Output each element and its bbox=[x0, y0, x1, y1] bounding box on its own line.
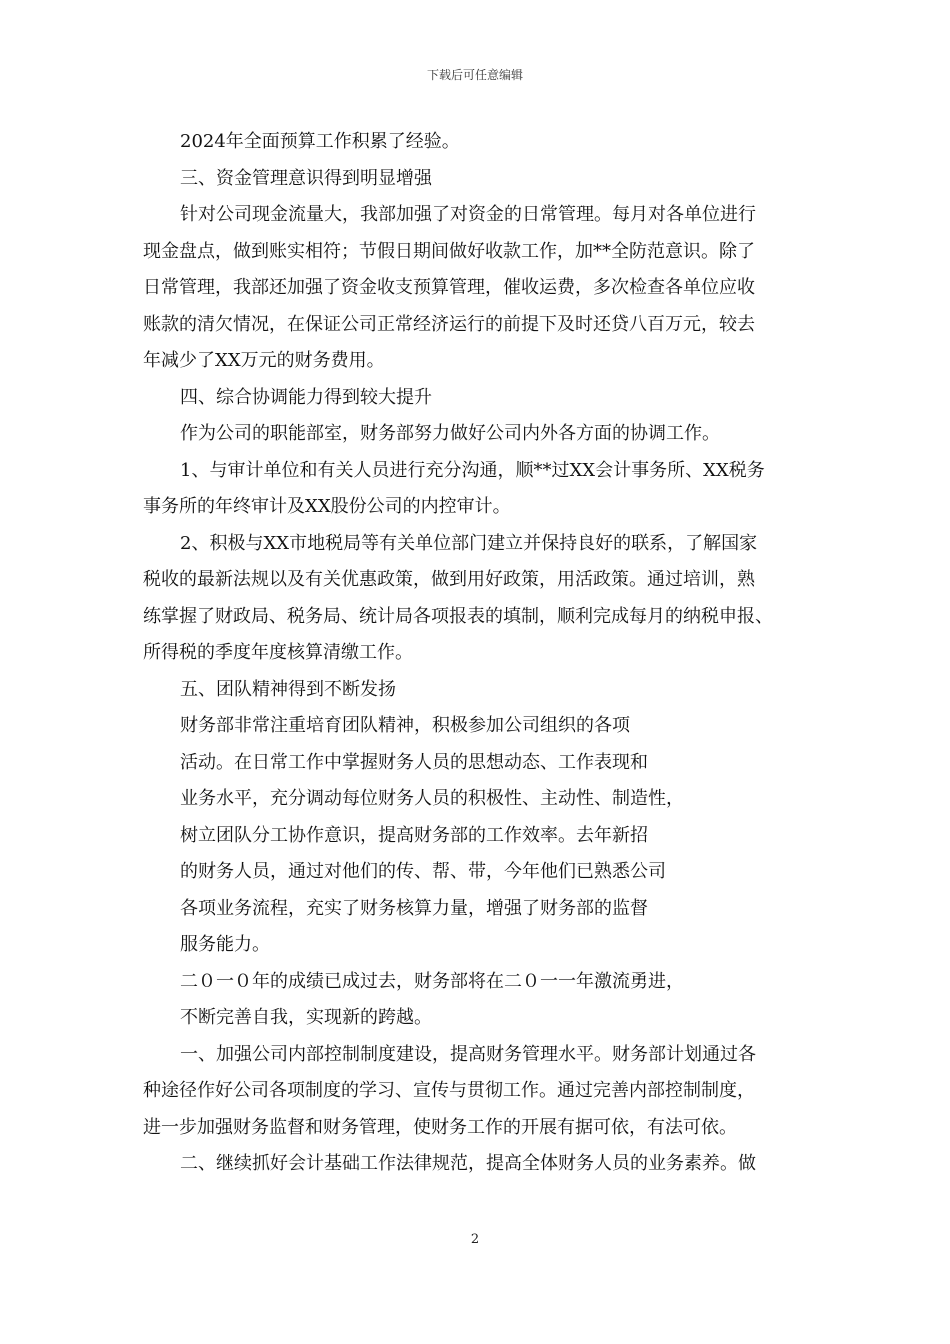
text-line: 练掌握了财政局、税务局、统计局各项报表的填制，顺利完成每月的纳税申报、 bbox=[143, 605, 773, 627]
text-line: 1、与审计单位和有关人员进行充分沟通，顺**过XX会计事务所、XX税务 bbox=[180, 459, 765, 481]
text-line: 2024年全面预算工作积累了经验。 bbox=[180, 131, 460, 152]
document-body bbox=[143, 124, 823, 1183]
text-line: 服务能力。 bbox=[180, 934, 270, 955]
text-line: 年减少了XX万元的财务费用。 bbox=[143, 350, 385, 371]
text-line: 税收的最新法规以及有关优惠政策，做到用好政策，用活政策。通过培训，熟 bbox=[143, 569, 755, 590]
text-line: 二０一０年的成绩已成过去，财务部将在二０一一年激流勇进， bbox=[180, 970, 684, 992]
text-line: 财务部非常注重培育团队精神，积极参加公司组织的各项 bbox=[180, 715, 630, 736]
text-line: 作为公司的职能部室，财务部努力做好公司内外各方面的协调工作。 bbox=[180, 423, 720, 444]
text-line: 账款的清欠情况，在保证公司正常经济运行的前提下及时还贷八百万元，较去 bbox=[143, 313, 755, 335]
text-line: 不断完善自我，实现新的跨越。 bbox=[180, 1007, 432, 1028]
text-line: 所得税的季度年度核算清缴工作。 bbox=[143, 642, 413, 663]
text-line: 进一步加强财务监督和财务管理，使财务工作的开展有据可依，有法可依。 bbox=[143, 1116, 737, 1138]
text-line: 事务所的年终审计及XX股份公司的内控审计。 bbox=[143, 496, 511, 517]
page-number: 2 bbox=[470, 1232, 480, 1247]
text-line: 业务水平，充分调动每位财务人员的积极性、主动性、制造性， bbox=[180, 788, 684, 809]
text-line: 针对公司现金流量大，我部加强了对资金的日常管理。每月对各单位进行 bbox=[180, 204, 756, 225]
text-line: 各项业务流程，充实了财务核算力量，增强了财务部的监督 bbox=[180, 897, 648, 919]
text-line: 树立团队分工协作意识，提高财务部的工作效率。去年新招 bbox=[180, 824, 648, 846]
text-line: 五、团队精神得到不断发扬 bbox=[180, 678, 396, 700]
text-line: 现金盘点，做到账实相符；节假日期间做好收款工作，加**全防范意识。除了 bbox=[143, 240, 755, 262]
text-line: 的财务人员，通过对他们的传、帮、带，今年他们已熟悉公司 bbox=[180, 861, 666, 882]
page-header: 下载后可任意编辑 bbox=[426, 68, 523, 82]
text-line: 活动。在日常工作中掌握财务人员的思想动态、工作表现和 bbox=[180, 751, 648, 773]
text-line: 一、加强公司内部控制制度建设，提高财务管理水平。财务部计划通过各 bbox=[180, 1043, 756, 1065]
text-line: 四、综合协调能力得到较大提升 bbox=[180, 386, 432, 408]
text-line: 日常管理，我部还加强了资金收支预算管理，催收运费，多次检查各单位应收 bbox=[143, 277, 755, 298]
text-line: 种途径作好公司各项制度的学习、宣传与贯彻工作。通过完善内部控制制度， bbox=[143, 1080, 755, 1101]
text-line: 三、资金管理意识得到明显增强 bbox=[180, 167, 432, 189]
text-line: 二、继续抓好会计基础工作法律规范，提高全体财务人员的业务素养。做 bbox=[180, 1153, 756, 1174]
text-line: 2、积极与XX市地税局等有关单位部门建立并保持良好的联系，了解国家 bbox=[180, 532, 758, 554]
